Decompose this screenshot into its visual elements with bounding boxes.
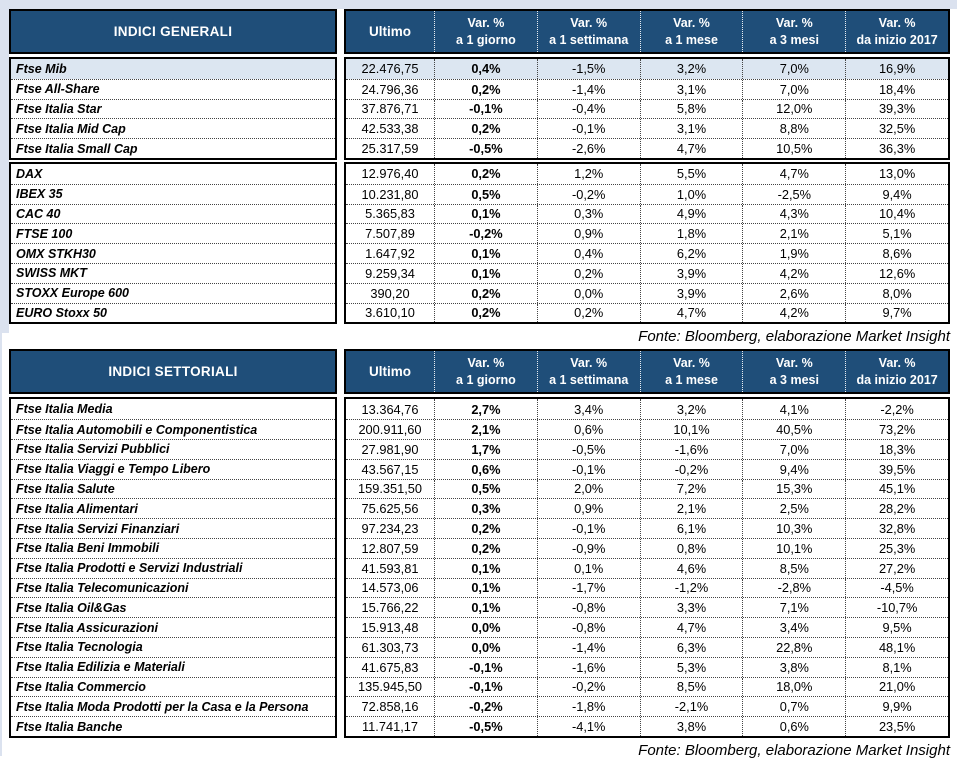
- table-row: [346, 164, 948, 184]
- column-header-var-3-mesi: Var. % a 3 mesi: [742, 351, 845, 392]
- table-row: [346, 59, 948, 79]
- var-value-cell: 73,2%: [845, 420, 948, 439]
- var-value-cell: -1,6%: [537, 658, 640, 677]
- index-name-cell: EURO Stoxx 50: [11, 303, 335, 323]
- var-value-cell: 2,5%: [742, 499, 845, 518]
- var-value-cell: 5,8%: [640, 100, 743, 119]
- index-name-cell: Ftse Italia Oil&Gas: [11, 597, 335, 617]
- column-headers: [344, 9, 950, 54]
- var-value-cell: 2,7%: [434, 399, 537, 419]
- table-title: INDICI SETTORIALI: [9, 349, 337, 394]
- index-name-cell: Ftse Italia Beni Immobili: [11, 538, 335, 558]
- index-name-cell: Ftse Italia Servizi Finanziari: [11, 518, 335, 538]
- var-value-cell: -0,2%: [434, 224, 537, 243]
- table-row: [346, 399, 948, 419]
- ultimo-value-cell: 390,20: [370, 285, 410, 301]
- var-value-cell: 3,8%: [640, 717, 743, 736]
- var-value-cell: 7,0%: [742, 59, 845, 79]
- var-value-cell: 0,5%: [434, 185, 537, 204]
- table-row: [346, 138, 948, 158]
- ultimo-value-cell: 200.911,60: [358, 422, 422, 438]
- values-block: [344, 57, 950, 160]
- table-row: [346, 204, 948, 224]
- var-value-cell: 8,5%: [640, 678, 743, 697]
- ultimo-value-cell: 12.807,59: [361, 540, 419, 556]
- var-value-cell: -0,1%: [434, 100, 537, 119]
- source-note: Fonte: Bloomberg, elaborazione Market Insight: [638, 741, 950, 759]
- var-value-cell: 18,4%: [845, 80, 948, 99]
- var-value-cell: 2,1%: [742, 224, 845, 243]
- var-value-cell: -0,2%: [537, 185, 640, 204]
- var-value-cell: 48,1%: [845, 638, 948, 657]
- ultimo-value-cell: 5.365,83: [365, 206, 415, 222]
- index-name-cell: SWISS MKT: [11, 263, 335, 283]
- index-name-cell: Ftse Mib: [11, 59, 335, 79]
- table-row: [346, 558, 948, 578]
- index-name-cell: Ftse Italia Star: [11, 99, 335, 119]
- var-value-cell: 12,6%: [845, 264, 948, 283]
- table-body: [9, 57, 950, 324]
- var-value-cell: -2,8%: [742, 579, 845, 598]
- var-value-cell: 10,1%: [640, 420, 743, 439]
- var-value-cell: 12,0%: [742, 100, 845, 119]
- var-value-cell: -0,1%: [434, 658, 537, 677]
- var-value-cell: 18,3%: [845, 440, 948, 459]
- var-value-cell: 10,3%: [742, 519, 845, 538]
- var-value-cell: -0,1%: [537, 119, 640, 138]
- var-value-cell: 1,7%: [434, 440, 537, 459]
- ultimo-value-cell: 42.533,38: [361, 121, 419, 137]
- index-name-cell: Ftse Italia Small Cap: [11, 138, 335, 158]
- var-value-cell: 4,7%: [742, 164, 845, 184]
- var-value-cell: 4,3%: [742, 205, 845, 224]
- var-value-cell: 39,3%: [845, 100, 948, 119]
- var-value-cell: 0,2%: [434, 80, 537, 99]
- ultimo-value-cell: 1.647,92: [365, 246, 415, 262]
- var-value-cell: -0,5%: [434, 717, 537, 736]
- var-value-cell: 9,7%: [845, 304, 948, 323]
- var-value-cell: 3,1%: [640, 119, 743, 138]
- var-value-cell: 0,3%: [537, 205, 640, 224]
- column-header-ultimo: Ultimo: [369, 24, 411, 39]
- column-header-var-1-settimana: Var. % a 1 settimana: [537, 351, 640, 392]
- var-value-cell: -2,5%: [742, 185, 845, 204]
- ultimo-value-cell: 159.351,50: [357, 481, 423, 497]
- var-value-cell: 0,6%: [537, 420, 640, 439]
- var-value-cell: 4,7%: [640, 304, 743, 323]
- table-row: [346, 677, 948, 697]
- table-row: [346, 243, 948, 263]
- var-value-cell: 0,9%: [537, 499, 640, 518]
- table-row: [346, 184, 948, 204]
- var-value-cell: -0,1%: [537, 460, 640, 479]
- ultimo-value-cell: 3.610,10: [365, 305, 415, 321]
- var-value-cell: 0,9%: [537, 224, 640, 243]
- var-value-cell: 0,1%: [434, 559, 537, 578]
- var-value-cell: 4,2%: [742, 264, 845, 283]
- column-header-var-3-mesi: Var. % a 3 mesi: [742, 11, 845, 52]
- table-row: [346, 578, 948, 598]
- var-value-cell: 8,5%: [742, 559, 845, 578]
- column-headers: [344, 349, 950, 394]
- table-row: [346, 597, 948, 617]
- var-value-cell: -1,2%: [640, 579, 743, 598]
- index-name-cell: Ftse All-Share: [11, 79, 335, 99]
- ultimo-value-cell: 41.593,81: [361, 560, 419, 576]
- index-name-cell: Ftse Italia Moda Prodotti per la Casa e la Persona: [11, 696, 335, 716]
- ultimo-value-cell: 15.913,48: [361, 620, 419, 636]
- var-value-cell: 39,5%: [845, 460, 948, 479]
- values-block: [344, 397, 950, 738]
- row-group: [9, 57, 950, 160]
- ultimo-value-cell: 25.317,59: [361, 141, 419, 157]
- var-value-cell: 2,0%: [537, 480, 640, 499]
- frame-top-strip: [0, 0, 957, 9]
- var-value-cell: 13,0%: [845, 164, 948, 184]
- var-value-cell: 0,2%: [434, 164, 537, 184]
- var-value-cell: 0,2%: [537, 264, 640, 283]
- column-header-var-1-giorno: Var. % a 1 giorno: [434, 351, 537, 392]
- ultimo-value-cell: 37.876,71: [361, 101, 419, 117]
- var-value-cell: 0,2%: [434, 119, 537, 138]
- var-value-cell: 2,1%: [640, 499, 743, 518]
- var-value-cell: 3,8%: [742, 658, 845, 677]
- table-row: [346, 283, 948, 303]
- var-value-cell: 0,1%: [434, 264, 537, 283]
- var-value-cell: 32,5%: [845, 119, 948, 138]
- var-value-cell: -4,1%: [537, 717, 640, 736]
- index-name-cell: DAX: [16, 166, 43, 181]
- var-value-cell: 3,9%: [640, 284, 743, 303]
- table-row: [346, 439, 948, 459]
- table-row: [346, 419, 948, 439]
- var-value-cell: 8,0%: [845, 284, 948, 303]
- table-row: [346, 79, 948, 99]
- var-value-cell: 3,2%: [640, 399, 743, 419]
- var-value-cell: 7,0%: [742, 80, 845, 99]
- ultimo-value-cell: 75.625,56: [361, 501, 419, 517]
- var-value-cell: -0,1%: [537, 519, 640, 538]
- table-row: [346, 637, 948, 657]
- index-name-cell: Ftse Italia Mid Cap: [11, 118, 335, 138]
- var-value-cell: 0,4%: [434, 59, 537, 79]
- ultimo-value-cell: 7.507,89: [365, 226, 415, 242]
- var-value-cell: 8,8%: [742, 119, 845, 138]
- var-value-cell: 3,4%: [537, 399, 640, 419]
- index-name-cell: Ftse Italia Salute: [11, 479, 335, 499]
- table-header-row: [9, 9, 950, 54]
- column-header-var-inizio-2017: Var. % da inizio 2017: [845, 11, 948, 52]
- index-name-cell: OMX STKH30: [11, 243, 335, 263]
- ultimo-value-cell: 13.364,76: [361, 401, 419, 417]
- var-value-cell: 0,1%: [434, 598, 537, 617]
- var-value-cell: -10,7%: [845, 598, 948, 617]
- index-name-cell: Ftse Italia Telecomunicazioni: [11, 578, 335, 598]
- var-value-cell: 0,0%: [434, 638, 537, 657]
- var-value-cell: 16,9%: [845, 59, 948, 79]
- table-row: [346, 223, 948, 243]
- var-value-cell: 18,0%: [742, 678, 845, 697]
- ultimo-value-cell: 14.573,06: [361, 580, 419, 596]
- var-value-cell: 0,4%: [537, 244, 640, 263]
- var-value-cell: -0,2%: [434, 697, 537, 716]
- var-value-cell: 5,5%: [640, 164, 743, 184]
- var-value-cell: 4,1%: [742, 399, 845, 419]
- var-value-cell: -1,4%: [537, 638, 640, 657]
- table-body: [9, 397, 950, 738]
- var-value-cell: 1,0%: [640, 185, 743, 204]
- var-value-cell: -1,7%: [537, 579, 640, 598]
- var-value-cell: 3,3%: [640, 598, 743, 617]
- ultimo-value-cell: 43.567,15: [361, 461, 419, 477]
- index-name-column: [9, 57, 337, 160]
- var-value-cell: -0,2%: [640, 460, 743, 479]
- ultimo-value-cell: 9.259,34: [365, 265, 415, 281]
- var-value-cell: -0,4%: [537, 100, 640, 119]
- values-block: [344, 162, 950, 324]
- ultimo-value-cell: 41.675,83: [361, 659, 419, 675]
- var-value-cell: 0,1%: [434, 244, 537, 263]
- var-value-cell: -0,9%: [537, 539, 640, 558]
- var-value-cell: -2,1%: [640, 697, 743, 716]
- index-name-cell: FTSE 100: [11, 223, 335, 243]
- var-value-cell: -0,2%: [537, 678, 640, 697]
- ultimo-value-cell: 61.303,73: [361, 639, 419, 655]
- var-value-cell: 3,9%: [640, 264, 743, 283]
- var-value-cell: 0,0%: [537, 284, 640, 303]
- var-value-cell: 9,4%: [742, 460, 845, 479]
- ultimo-value-cell: 135.945,50: [357, 679, 423, 695]
- table-row: [346, 263, 948, 283]
- var-value-cell: 3,4%: [742, 618, 845, 637]
- table-title: INDICI GENERALI: [9, 9, 337, 54]
- var-value-cell: 25,3%: [845, 539, 948, 558]
- var-value-cell: 0,1%: [434, 579, 537, 598]
- var-value-cell: 0,2%: [434, 519, 537, 538]
- var-value-cell: -2,2%: [845, 399, 948, 419]
- var-value-cell: 45,1%: [845, 480, 948, 499]
- var-value-cell: 36,3%: [845, 139, 948, 158]
- table-row: [346, 538, 948, 558]
- var-value-cell: 0,1%: [434, 205, 537, 224]
- var-value-cell: 0,6%: [434, 460, 537, 479]
- column-header-var-1-mese: Var. % a 1 mese: [640, 351, 743, 392]
- var-value-cell: 22,8%: [742, 638, 845, 657]
- ultimo-value-cell: 27.981,90: [361, 441, 419, 457]
- var-value-cell: 7,1%: [742, 598, 845, 617]
- row-group: [9, 397, 950, 738]
- var-value-cell: -0,1%: [434, 678, 537, 697]
- table-row: [346, 459, 948, 479]
- table-row: [346, 716, 948, 736]
- ultimo-value-cell: 10.231,80: [361, 186, 419, 202]
- table-header-row: [9, 349, 950, 394]
- index-name-cell: Ftse Italia Servizi Pubblici: [11, 439, 335, 459]
- var-value-cell: 4,2%: [742, 304, 845, 323]
- column-header-var-1-settimana: Var. % a 1 settimana: [537, 11, 640, 52]
- var-value-cell: 0,1%: [537, 559, 640, 578]
- frame-left-strip: [0, 0, 9, 333]
- index-name-cell: Ftse Italia Viaggi e Tempo Libero: [11, 459, 335, 479]
- index-name-cell: Ftse Italia Commercio: [11, 677, 335, 697]
- var-value-cell: 0,2%: [434, 304, 537, 323]
- table-row: [346, 303, 948, 323]
- var-value-cell: 0,2%: [537, 304, 640, 323]
- var-value-cell: 1,2%: [537, 164, 640, 184]
- var-value-cell: 0,2%: [434, 284, 537, 303]
- table-row: [346, 617, 948, 637]
- var-value-cell: -2,6%: [537, 139, 640, 158]
- column-header-var-1-mese: Var. % a 1 mese: [640, 11, 743, 52]
- ultimo-value-cell: 24.796,36: [361, 81, 419, 97]
- var-value-cell: 0,5%: [434, 480, 537, 499]
- var-value-cell: 0,2%: [434, 539, 537, 558]
- var-value-cell: 4,7%: [640, 618, 743, 637]
- column-header-var-inizio-2017: Var. % da inizio 2017: [845, 351, 948, 392]
- var-value-cell: 8,6%: [845, 244, 948, 263]
- ultimo-value-cell: 97.234,23: [361, 521, 419, 537]
- var-value-cell: 0,0%: [434, 618, 537, 637]
- var-value-cell: 1,8%: [640, 224, 743, 243]
- var-value-cell: 0,7%: [742, 697, 845, 716]
- table-row: [346, 479, 948, 499]
- var-value-cell: 3,2%: [640, 59, 743, 79]
- var-value-cell: 15,3%: [742, 480, 845, 499]
- var-value-cell: 0,8%: [640, 539, 743, 558]
- var-value-cell: 5,1%: [845, 224, 948, 243]
- var-value-cell: 28,2%: [845, 499, 948, 518]
- var-value-cell: 2,1%: [434, 420, 537, 439]
- var-value-cell: -1,8%: [537, 697, 640, 716]
- var-value-cell: 0,3%: [434, 499, 537, 518]
- index-name-cell: Ftse Italia Media: [16, 402, 113, 417]
- column-header-var-1-giorno: Var. % a 1 giorno: [434, 11, 537, 52]
- index-name-cell: Ftse Italia Tecnologia: [11, 637, 335, 657]
- index-name-cell: Ftse Italia Alimentari: [11, 498, 335, 518]
- var-value-cell: 6,1%: [640, 519, 743, 538]
- ultimo-value-cell: 15.766,22: [361, 600, 419, 616]
- table-row: [346, 118, 948, 138]
- ultimo-value-cell: 11.741,17: [362, 719, 418, 734]
- var-value-cell: -1,5%: [537, 59, 640, 79]
- ultimo-value-cell: 72.858,16: [361, 699, 419, 715]
- var-value-cell: 0,6%: [742, 717, 845, 736]
- ultimo-value-cell: 12.976,40: [361, 166, 419, 182]
- var-value-cell: -4,5%: [845, 579, 948, 598]
- var-value-cell: 10,4%: [845, 205, 948, 224]
- var-value-cell: -1,6%: [640, 440, 743, 459]
- table-indici-settoriali: [9, 349, 950, 761]
- var-value-cell: 6,3%: [640, 638, 743, 657]
- ultimo-value-cell: 22.476,75: [361, 61, 419, 77]
- var-value-cell: 1,9%: [742, 244, 845, 263]
- index-name-column: [9, 162, 337, 324]
- var-value-cell: 10,1%: [742, 539, 845, 558]
- var-value-cell: 40,5%: [742, 420, 845, 439]
- index-name-cell: Ftse Italia Prodotti e Servizi Industriali: [11, 558, 335, 578]
- index-name-cell: CAC 40: [11, 204, 335, 224]
- var-value-cell: 7,0%: [742, 440, 845, 459]
- var-value-cell: -0,5%: [537, 440, 640, 459]
- table-row: [346, 696, 948, 716]
- index-name-cell: Ftse Italia Automobili e Componentistica: [11, 419, 335, 439]
- row-group: [9, 162, 950, 324]
- table-row: [346, 99, 948, 119]
- var-value-cell: 10,5%: [742, 139, 845, 158]
- var-value-cell: 6,2%: [640, 244, 743, 263]
- column-header-ultimo: Ultimo: [369, 364, 411, 380]
- index-name-cell: STOXX Europe 600: [11, 283, 335, 303]
- index-name-column: [9, 397, 337, 738]
- var-value-cell: 32,8%: [845, 519, 948, 538]
- var-value-cell: 21,0%: [845, 678, 948, 697]
- var-value-cell: 7,2%: [640, 480, 743, 499]
- page: [9, 9, 950, 762]
- var-value-cell: 3,1%: [640, 80, 743, 99]
- var-value-cell: 9,4%: [845, 185, 948, 204]
- table-row: [346, 518, 948, 538]
- index-name-cell: IBEX 35: [11, 184, 335, 204]
- var-value-cell: 2,6%: [742, 284, 845, 303]
- frame-left-strip-lower: [0, 333, 2, 756]
- var-value-cell: -0,5%: [434, 139, 537, 158]
- table-indici-generali: [9, 9, 950, 347]
- index-name-cell: Ftse Italia Edilizia e Materiali: [11, 657, 335, 677]
- var-value-cell: -1,4%: [537, 80, 640, 99]
- var-value-cell: 9,9%: [845, 697, 948, 716]
- table-row: [346, 498, 948, 518]
- index-name-cell: Ftse Italia Assicurazioni: [11, 617, 335, 637]
- index-name-cell: Ftse Italia Banche: [11, 716, 335, 736]
- var-value-cell: 23,5%: [845, 717, 948, 736]
- source-note: Fonte: Bloomberg, elaborazione Market Insight: [638, 328, 950, 346]
- var-value-cell: -0,8%: [537, 618, 640, 637]
- var-value-cell: 9,5%: [845, 618, 948, 637]
- var-value-cell: 5,3%: [640, 658, 743, 677]
- var-value-cell: 27,2%: [845, 559, 948, 578]
- var-value-cell: 4,7%: [640, 139, 743, 158]
- table-row: [346, 657, 948, 677]
- var-value-cell: 8,1%: [845, 658, 948, 677]
- var-value-cell: -0,8%: [537, 598, 640, 617]
- var-value-cell: 4,6%: [640, 559, 743, 578]
- var-value-cell: 4,9%: [640, 205, 743, 224]
